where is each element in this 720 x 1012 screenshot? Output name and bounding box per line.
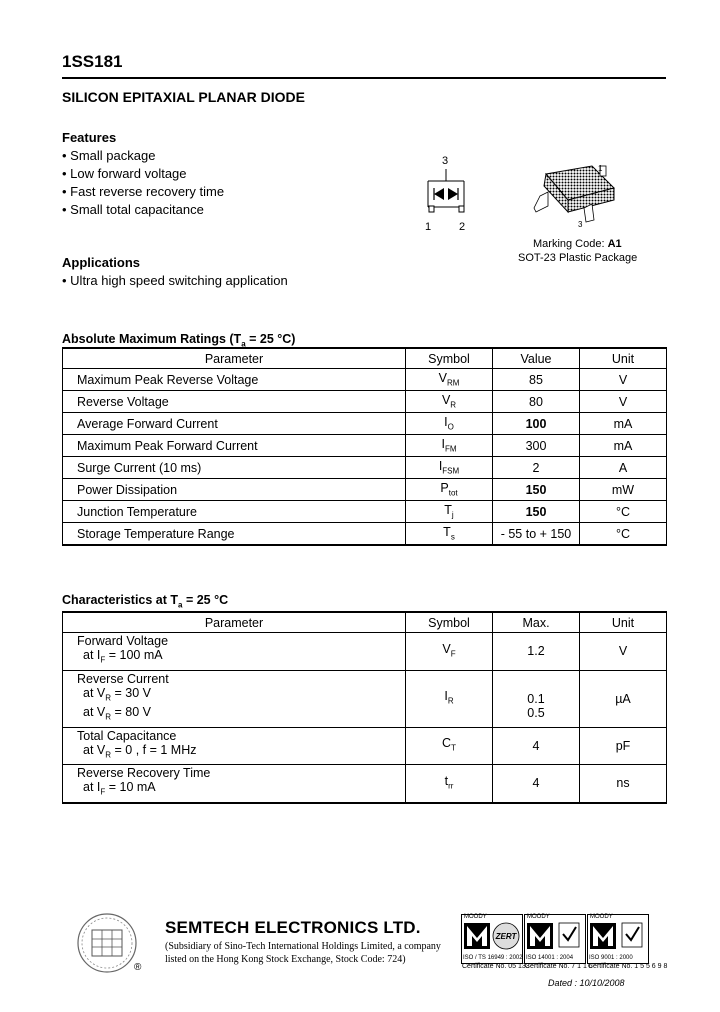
parameter-cell bbox=[63, 633, 406, 671]
condition-subscript: R bbox=[105, 750, 112, 759]
feature-item: • Fast reverse recovery time bbox=[62, 183, 224, 201]
dated-stamp: Dated : 10/10/2008 bbox=[548, 978, 625, 988]
cert-standard: ISO 9001 : 2000 bbox=[589, 955, 633, 961]
condition-value: = 80 V bbox=[111, 705, 151, 719]
unit-cell: V bbox=[580, 391, 667, 413]
symbol-subscript: R bbox=[450, 400, 457, 410]
parameter-cell: Maximum Peak Forward Current bbox=[63, 435, 406, 457]
symbol-letter: T bbox=[443, 525, 451, 540]
symbol-letter: I bbox=[444, 688, 448, 703]
table-row bbox=[63, 670, 667, 727]
unit-cell: V bbox=[580, 633, 667, 671]
symbol-letter: t bbox=[444, 773, 449, 788]
parameter-cell: Reverse Voltage bbox=[63, 391, 406, 413]
condition-subscript: R bbox=[105, 693, 112, 702]
registered-mark: ® bbox=[134, 962, 142, 973]
symbol-subscript: FM bbox=[444, 444, 457, 454]
symbol-subscript: F bbox=[450, 649, 456, 658]
parameter-cell: Storage Temperature Range bbox=[63, 523, 406, 546]
feature-item: • Low forward voltage bbox=[62, 165, 224, 183]
test-condition bbox=[77, 705, 405, 725]
parameter-name: Total Capacitance bbox=[77, 728, 177, 743]
features-title: Features bbox=[62, 130, 117, 145]
column-header: Unit bbox=[580, 348, 667, 369]
characteristics-title-suffix: = 25 °C bbox=[182, 593, 229, 607]
unit-cell: °C bbox=[580, 501, 667, 523]
certification-badge-2 bbox=[524, 914, 586, 964]
value-cell: 150 bbox=[493, 501, 580, 523]
symbol-subscript: rr bbox=[448, 781, 454, 790]
table-row bbox=[63, 523, 667, 546]
part-number: 1SS181 bbox=[62, 52, 123, 71]
max-value: 1.2 bbox=[527, 644, 545, 659]
symbol-cell bbox=[406, 670, 493, 727]
symbol-subscript: T bbox=[451, 743, 456, 753]
cert-standard: ISO / TS 16949 : 2002 bbox=[463, 955, 523, 961]
symbol-cell bbox=[406, 727, 493, 765]
applications-title: Applications bbox=[62, 255, 141, 270]
max-value-cell bbox=[493, 765, 580, 803]
company-name: SEMTECH ELECTRONICS LTD. bbox=[165, 918, 421, 937]
symbol-letter: P bbox=[440, 481, 449, 496]
table-header-row bbox=[63, 348, 667, 369]
characteristics-table bbox=[62, 611, 667, 804]
characteristics-title bbox=[62, 593, 228, 610]
table-header-row bbox=[63, 612, 667, 633]
condition-value: = 30 V bbox=[111, 685, 151, 700]
marking-code bbox=[533, 238, 622, 250]
value-cell: 300 bbox=[493, 435, 580, 457]
parameter-cell: Junction Temperature bbox=[63, 501, 406, 523]
symbol-cell bbox=[406, 501, 493, 523]
table-row bbox=[63, 435, 667, 457]
package-pin1-label: 1 bbox=[598, 164, 603, 173]
unit-cell: mW bbox=[580, 479, 667, 501]
dual-diode-symbol-icon bbox=[420, 169, 480, 219]
symbol-letter: I bbox=[438, 459, 443, 474]
pin-diagram bbox=[420, 155, 480, 235]
condition-value: = 100 mA bbox=[105, 648, 163, 662]
semtech-logo bbox=[76, 912, 138, 979]
table-row bbox=[63, 457, 667, 479]
max-value: 4 bbox=[532, 738, 540, 753]
table-row bbox=[63, 369, 667, 391]
max-value-cell bbox=[493, 727, 580, 765]
max-value: 4 bbox=[532, 776, 540, 791]
cert-reference: Certificate No. 05 133 bbox=[462, 963, 530, 970]
parameter-cell bbox=[63, 670, 406, 727]
symbol-subscript: RM bbox=[446, 378, 460, 388]
condition-value: = 0 , f = 1 MHz bbox=[111, 742, 197, 757]
marking-code-label: Marking Code: bbox=[533, 238, 608, 250]
symbol-cell bbox=[406, 479, 493, 501]
cert-reference: Certificate No. 1 5 5 6 9 8 bbox=[588, 963, 668, 970]
value-cell: 85 bbox=[493, 369, 580, 391]
table-row bbox=[63, 391, 667, 413]
value-cell: 150 bbox=[493, 479, 580, 501]
parameter-name: Forward Voltage bbox=[77, 634, 169, 648]
max-value-cell bbox=[493, 670, 580, 727]
abs-max-title-sub: a bbox=[241, 339, 246, 349]
table-row bbox=[63, 633, 667, 671]
unit-cell: A bbox=[580, 457, 667, 479]
application-item: • Ultra high speed switching application bbox=[62, 272, 288, 290]
max-value: 0.5 bbox=[527, 705, 545, 720]
applications-list bbox=[62, 272, 288, 290]
svg-text:ZERT: ZERT bbox=[495, 932, 517, 941]
company-globe-logo-icon bbox=[76, 912, 138, 974]
condition-prefix: at V bbox=[83, 705, 106, 719]
certification-badge-3 bbox=[587, 914, 649, 964]
parameter-name: Reverse Current bbox=[77, 671, 169, 686]
unit-cell: ns bbox=[580, 765, 667, 803]
unit-cell: mA bbox=[580, 413, 667, 435]
certification-badge-1 bbox=[461, 914, 523, 964]
cert-standard: ISO 14001 : 2004 bbox=[526, 955, 574, 961]
symbol-subscript: FSM bbox=[442, 466, 460, 476]
value-cell: - 55 to + 150 bbox=[493, 523, 580, 546]
cert-brand: MOODY bbox=[464, 914, 487, 920]
abs-max-title-suffix: = 25 °C) bbox=[245, 332, 296, 346]
condition-subscript: F bbox=[100, 655, 106, 665]
marking-code-value: A1 bbox=[607, 238, 622, 250]
abs-max-title-prefix: Absolute Maximum Ratings (T bbox=[62, 332, 242, 346]
header-rule bbox=[62, 77, 666, 79]
cert-brand: MOODY bbox=[527, 914, 550, 920]
characteristics-title-prefix: Characteristics at T bbox=[62, 593, 179, 607]
package-name: SOT-23 Plastic Package bbox=[518, 252, 638, 264]
parameter-cell: Surge Current (10 ms) bbox=[63, 457, 406, 479]
unit-cell: pF bbox=[580, 727, 667, 765]
pin3-label: 3 bbox=[442, 155, 449, 167]
company-subsidiary-note bbox=[165, 940, 441, 966]
test-condition bbox=[77, 648, 405, 668]
value-cell: 80 bbox=[493, 391, 580, 413]
test-condition bbox=[77, 686, 405, 706]
symbol-subscript: j bbox=[451, 510, 454, 520]
symbol-cell bbox=[406, 413, 493, 435]
symbol-cell bbox=[406, 523, 493, 546]
column-header: Parameter bbox=[63, 612, 406, 633]
test-condition bbox=[77, 780, 405, 800]
parameter-cell: Power Dissipation bbox=[63, 479, 406, 501]
sot23-package-illustration bbox=[528, 160, 628, 230]
condition-prefix: at I bbox=[83, 648, 101, 662]
symbol-cell bbox=[406, 633, 493, 671]
feature-item: • Small package bbox=[62, 147, 224, 165]
symbol-letter: V bbox=[438, 371, 447, 386]
column-header: Symbol bbox=[406, 348, 493, 369]
table-row bbox=[63, 765, 667, 803]
symbol-letter: V bbox=[442, 641, 451, 656]
subsidiary-line-1: (Subsidiary of Sino-Tech International Holdings Limited, a company bbox=[165, 941, 441, 952]
column-header: Max. bbox=[493, 612, 580, 633]
table-row bbox=[63, 479, 667, 501]
symbol-cell bbox=[406, 765, 493, 803]
symbol-letter: T bbox=[444, 503, 452, 518]
symbol-letter: C bbox=[442, 736, 452, 750]
characteristics-title-sub: a bbox=[178, 600, 183, 610]
parameter-cell: Average Forward Current bbox=[63, 413, 406, 435]
condition-prefix: at V bbox=[83, 742, 106, 757]
unit-cell: mA bbox=[580, 435, 667, 457]
pin2-label: 2 bbox=[459, 221, 466, 233]
feature-item: • Small total capacitance bbox=[62, 201, 224, 219]
symbol-subscript: R bbox=[447, 696, 454, 706]
package-pin3-label: 3 bbox=[578, 220, 583, 229]
condition-prefix: at V bbox=[83, 685, 106, 700]
column-header: Parameter bbox=[63, 348, 406, 369]
table-row bbox=[63, 501, 667, 523]
parameter-cell bbox=[63, 727, 406, 765]
condition-value: = 10 mA bbox=[105, 780, 156, 794]
value-cell: 2 bbox=[493, 457, 580, 479]
cert-reference: Certificate No. 7 1 1 6 bbox=[525, 963, 593, 970]
symbol-subscript: O bbox=[447, 422, 454, 432]
symbol-cell bbox=[406, 457, 493, 479]
column-header: Unit bbox=[580, 612, 667, 633]
table-row bbox=[63, 727, 667, 765]
unit-cell: V bbox=[580, 369, 667, 391]
abs-max-table bbox=[62, 347, 667, 546]
value-cell: 100 bbox=[493, 413, 580, 435]
table-row bbox=[63, 413, 667, 435]
column-header: Value bbox=[493, 348, 580, 369]
symbol-cell bbox=[406, 391, 493, 413]
symbol-letter: I bbox=[441, 437, 445, 452]
unit-cell: °C bbox=[580, 523, 667, 546]
symbol-cell bbox=[406, 435, 493, 457]
page-subtitle: SILICON EPITAXIAL PLANAR DIODE bbox=[62, 89, 305, 105]
symbol-letter: I bbox=[444, 415, 448, 430]
symbol-subscript: tot bbox=[448, 488, 458, 498]
condition-subscript: F bbox=[100, 787, 106, 797]
condition-subscript: R bbox=[105, 712, 112, 722]
subsidiary-line-2: listed on the Hong Kong Stock Exchange, Stock Code: 724) bbox=[165, 954, 406, 965]
parameter-cell bbox=[63, 765, 406, 803]
max-value: 0.1 bbox=[527, 691, 545, 706]
max-value-cell bbox=[493, 633, 580, 671]
symbol-subscript: s bbox=[450, 532, 455, 542]
symbol-cell bbox=[406, 369, 493, 391]
features-list bbox=[62, 147, 224, 219]
parameter-name: Reverse Recovery Time bbox=[77, 766, 211, 780]
cert-brand: MOODY bbox=[590, 914, 613, 920]
column-header: Symbol bbox=[406, 612, 493, 633]
parameter-cell: Maximum Peak Reverse Voltage bbox=[63, 369, 406, 391]
unit-cell: µA bbox=[580, 670, 667, 727]
test-condition bbox=[77, 743, 405, 763]
pin1-label: 1 bbox=[425, 221, 432, 233]
symbol-letter: V bbox=[441, 393, 451, 408]
condition-prefix: at I bbox=[83, 780, 101, 794]
